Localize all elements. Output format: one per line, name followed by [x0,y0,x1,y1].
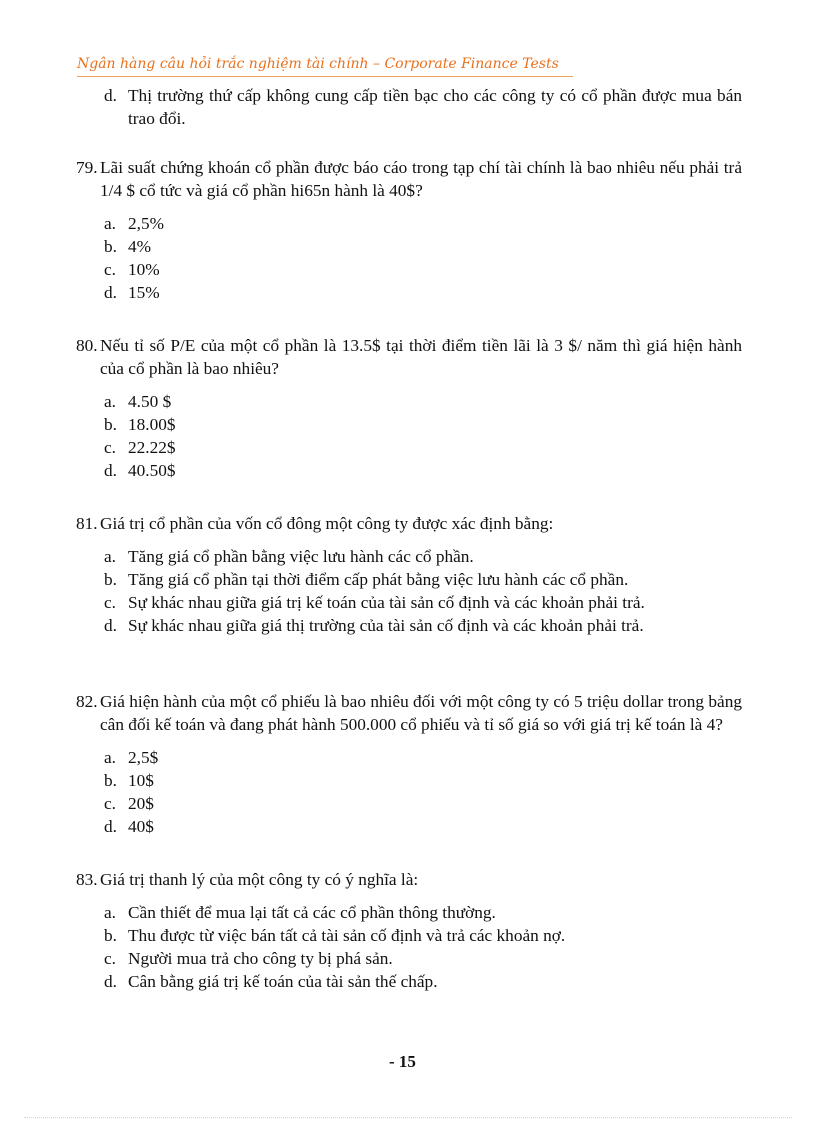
option-letter: c. [104,438,116,457]
option-text: 40$ [128,817,154,836]
option-letter: a. [104,392,116,411]
question-head [76,868,742,891]
question-81 [76,512,742,637]
option-text: 4.50 $ [128,392,172,411]
option-letter: a. [104,547,116,566]
question-head [76,334,742,380]
option-text: 18.00$ [128,415,176,434]
option-letter: d. [104,972,117,991]
option-letter: d. [104,461,117,480]
option-text: 20$ [128,794,154,813]
option-text: 2,5% [128,214,164,233]
option-text: Sự khác nhau giữa giá thị trường của tài sản cố định và các khoản phải trả. [128,616,644,635]
question-head [76,690,742,736]
question-text: Giá trị thanh lý của một công ty có ý nghĩa là: [100,870,419,889]
answer-option [104,281,742,304]
question-text: Giá hiện hành của một cổ phiếu là bao nhiêu đối với một công ty có 5 triệu dollar trong bảng cân đối kế toán và đang phát hành 500.000 cổ phiếu và tỉ số giá so với giá trị kế toán là 4? [100,692,742,734]
answer-option [104,746,742,769]
option-text: Cân bằng giá trị kế toán của tài sản thế chấp. [128,972,438,991]
option-text: Thu được từ việc bán tất cả tài sản cố định và trả các khoản nợ. [128,926,566,945]
question-82 [76,690,742,838]
answer-options [76,390,742,482]
option-text: 22.22$ [128,438,176,457]
option-text: 15% [128,283,160,302]
question-number: 82. [76,692,98,711]
question-number: 80. [76,336,98,355]
option-text: 2,5$ [128,748,159,767]
answer-option [104,235,742,258]
continued-answer-option [104,84,742,130]
answer-option [104,436,742,459]
option-text: 10% [128,260,160,279]
option-letter: c. [104,794,116,813]
answer-option [104,970,742,993]
question-80 [76,334,742,482]
option-letter: b. [104,926,117,945]
page-content [76,84,742,993]
answer-option [104,901,742,924]
answer-option [104,947,742,970]
option-letter: b. [104,570,117,589]
answer-option [104,545,742,568]
answer-option [104,591,742,614]
option-letter: b. [104,415,117,434]
answer-options [76,212,742,304]
answer-option [104,413,742,436]
answer-option [104,815,742,838]
question-number: 81. [76,514,98,533]
answer-option [104,769,742,792]
document-header: Ngân hàng câu hỏi trắc nghiệm tài chính – Corporate Finance Tests [77,56,559,72]
option-letter: b. [104,237,117,256]
option-text: 10$ [128,771,154,790]
question-83 [76,868,742,993]
option-text: Tăng giá cổ phần tại thời điểm cấp phát bằng việc lưu hành các cổ phần. [128,570,629,589]
question-head [76,156,742,202]
option-text: 40.50$ [128,461,176,480]
question-text: Lãi suất chứng khoán cổ phần được báo cáo trong tạp chí tài chính là bao nhiêu nếu phải trả 1/4 $ cổ tức và giá cổ phần hi65n hành là 40$? [100,158,742,200]
answer-option [104,390,742,413]
option-letter: d. [104,86,117,105]
answer-options [76,545,742,637]
option-text: 4% [128,237,152,256]
answer-option [104,459,742,482]
option-letter: d. [104,817,117,836]
answer-option [104,212,742,235]
option-text: Thị trường thứ cấp không cung cấp tiền bạc cho các công ty có cổ phần được mua bán trao đổi. [128,86,742,128]
question-number: 83. [76,870,98,889]
answer-option [104,792,742,815]
answer-option [104,258,742,281]
option-letter: d. [104,283,117,302]
question-number: 79. [76,158,98,177]
option-letter: c. [104,593,116,612]
option-text: Tăng giá cổ phần bằng việc lưu hành các cổ phần. [128,547,474,566]
question-text: Nếu tỉ số P/E của một cổ phần là 13.5$ tại thời điểm tiền lãi là 3 $/ năm thì giá hiện hành của cổ phần là bao nhiêu? [100,336,742,378]
page-number: - 15 [389,1052,416,1071]
answer-options [76,746,742,838]
option-letter: b. [104,771,117,790]
header-underline [77,76,573,77]
answer-option [104,924,742,947]
page-bottom-border [24,1117,792,1118]
question-head [76,512,742,535]
option-text: Người mua trả cho công ty bị phá sản. [128,949,393,968]
option-text: Sự khác nhau giữa giá trị kế toán của tài sản cố định và các khoản phải trả. [128,593,645,612]
option-letter: c. [104,260,116,279]
option-letter: c. [104,949,116,968]
answer-option [104,614,742,637]
option-text: Cần thiết để mua lại tất cả các cổ phần thông thường. [128,903,496,922]
question-79 [76,156,742,304]
answer-option [104,568,742,591]
question-text: Giá trị cổ phần của vốn cổ đông một công ty được xác định bằng: [100,514,554,533]
option-letter: a. [104,214,116,233]
answer-options [76,901,742,993]
option-letter: d. [104,616,117,635]
option-letter: a. [104,748,116,767]
option-letter: a. [104,903,116,922]
